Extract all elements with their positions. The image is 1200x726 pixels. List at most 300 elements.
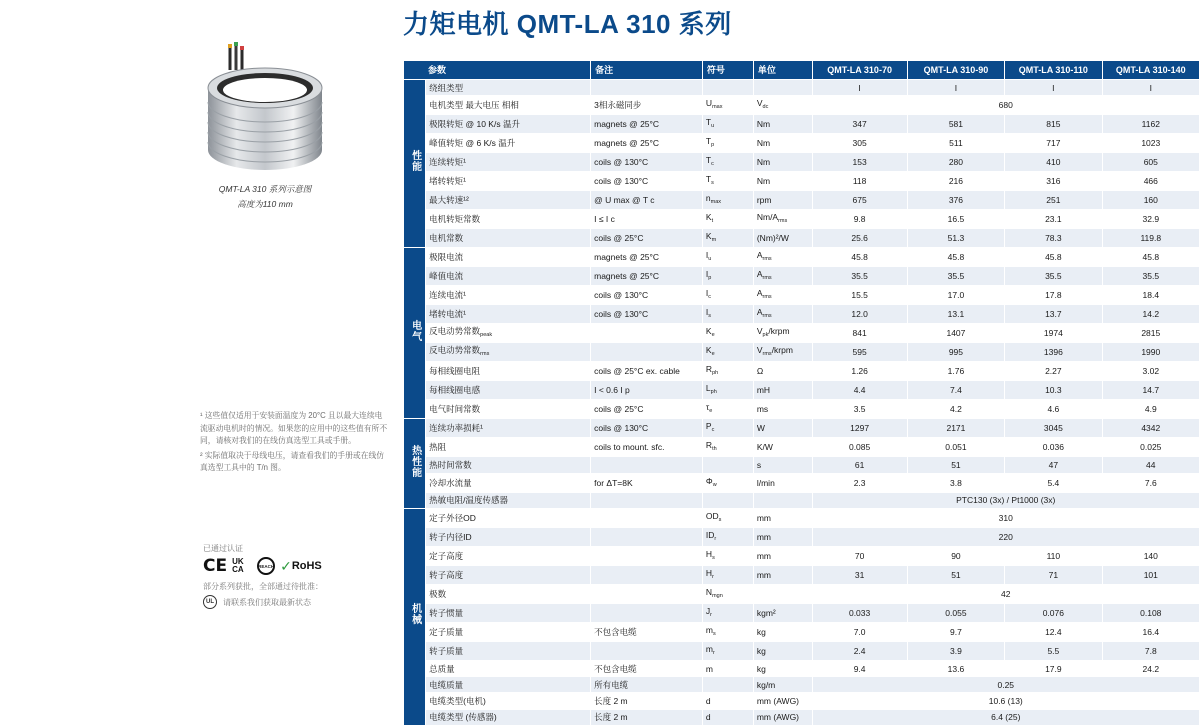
symbol-sub: e <box>709 408 713 415</box>
table-row <box>404 660 1200 676</box>
unit-sub: rms <box>778 218 788 225</box>
value-cell: 2.4 <box>812 641 907 660</box>
symbol-cell <box>702 457 753 473</box>
symbol-cell <box>702 508 753 527</box>
table-row <box>404 324 1200 343</box>
value-cell: 13.6 <box>907 660 1004 676</box>
unit-cell <box>753 641 812 660</box>
unit-text: l/min <box>756 477 775 488</box>
table-row <box>404 305 1200 324</box>
unit-cell <box>753 343 812 362</box>
table-row <box>404 400 1200 419</box>
table-row <box>404 191 1200 210</box>
value-cell: I <box>1005 80 1102 96</box>
value-cell: 13.7 <box>1005 305 1102 324</box>
value-cell: 5.4 <box>1005 473 1102 492</box>
symbol-cell <box>702 565 753 584</box>
unit-text: W <box>756 423 765 434</box>
param-text: 反电动势常数 <box>429 326 481 337</box>
value-cell: 5.5 <box>1005 641 1102 660</box>
symbol-cell <box>702 229 753 248</box>
table-row <box>404 473 1200 492</box>
symbol-sub: th <box>712 446 717 453</box>
value-cell: 18.4 <box>1102 286 1199 305</box>
group-label-text: 热性能 <box>409 444 421 478</box>
symbol-text: τ <box>705 402 710 413</box>
symbol-cell <box>702 248 753 267</box>
table-row <box>404 492 1200 508</box>
value-cell: 815 <box>1005 115 1102 134</box>
symbol-sub: s <box>711 180 714 187</box>
table-row <box>404 80 1200 96</box>
value-cell: 16.5 <box>907 210 1004 229</box>
footnotes <box>200 410 390 475</box>
ukca-logo-icon: UK CA <box>232 557 244 574</box>
param-cell <box>426 191 591 210</box>
param-text: 每相线圈电阻 <box>429 366 481 377</box>
ul-logo-icon: UL <box>203 595 217 609</box>
value-cell: 316 <box>1005 172 1102 191</box>
param-text: 电机类型 最大电压 相相 <box>429 100 519 111</box>
value-cell: 4.9 <box>1102 400 1199 419</box>
table-row <box>404 153 1200 172</box>
value-cell: 581 <box>907 115 1004 134</box>
cert-title: 已通过认证 <box>203 544 243 553</box>
unit-sub: rms <box>762 351 772 358</box>
param-cell <box>426 229 591 248</box>
note-cell <box>591 508 703 527</box>
value-cell: 4.2 <box>907 400 1004 419</box>
value-cell: 140 <box>1102 546 1199 565</box>
symbol-cell <box>702 362 753 381</box>
note-cell: coils @ 25°C <box>591 400 703 419</box>
value-cell: 1.26 <box>812 362 907 381</box>
value-cell: 0.033 <box>812 603 907 622</box>
unit-cell <box>753 248 812 267</box>
note-cell: 长度 2 m <box>591 709 703 725</box>
cert-note-line-2: 请联系我们获取最新状态 <box>223 597 311 607</box>
unit-cell <box>753 191 812 210</box>
value-cell: 12.4 <box>1005 622 1102 641</box>
value-cell: 347 <box>812 115 907 134</box>
value-cell: 841 <box>812 324 907 343</box>
unit-text: Nm <box>756 176 771 187</box>
symbol-cell <box>702 381 753 400</box>
symbol-text: T <box>705 174 712 185</box>
unit-text: A <box>756 307 763 318</box>
param-cell <box>426 134 591 153</box>
unit-cell <box>753 381 812 400</box>
note-cell <box>591 343 703 362</box>
value-cell: 31 <box>812 565 907 584</box>
value-cell: 0.055 <box>907 603 1004 622</box>
param-cell <box>426 693 591 709</box>
value-cell: 35.5 <box>907 267 1004 286</box>
value-cell: 2.27 <box>1005 362 1102 381</box>
unit-text: kg <box>756 663 766 674</box>
unit-text: mm <box>756 512 772 523</box>
group-label <box>404 248 426 419</box>
param-cell <box>426 641 591 660</box>
unit-cell <box>753 229 812 248</box>
symbol-sub: ph <box>712 370 719 377</box>
unit-cell <box>753 419 812 438</box>
value-cell: 3.5 <box>812 400 907 419</box>
rohs-check-icon: ✓ <box>280 557 292 574</box>
unit-cell <box>753 677 812 693</box>
note-cell <box>591 584 703 603</box>
param-cell <box>426 172 591 191</box>
value-cell: 78.3 <box>1005 229 1102 248</box>
symbol-sub: s <box>712 554 715 561</box>
symbol-text: T <box>705 117 712 128</box>
symbol-cell <box>702 438 753 457</box>
table-row <box>404 527 1200 546</box>
note-cell <box>591 565 703 584</box>
unit-cell <box>753 473 812 492</box>
param-sub: rms <box>480 351 490 358</box>
symbol-sub: m <box>711 237 717 244</box>
note-cell <box>591 324 703 343</box>
value-cell-merged: 680 <box>812 96 1199 115</box>
value-cell: 118 <box>812 172 907 191</box>
value-cell: 2171 <box>907 419 1004 438</box>
symbol-cell <box>702 305 753 324</box>
unit-text: Nm <box>756 157 771 168</box>
value-cell: 24.2 <box>1102 660 1199 676</box>
unit-text: Nm <box>756 138 771 149</box>
value-cell: 17.9 <box>1005 660 1102 676</box>
value-cell: 1.76 <box>907 362 1004 381</box>
group-label <box>404 80 426 248</box>
param-cell <box>426 305 591 324</box>
value-cell-merged: 10.6 (13) <box>812 693 1199 709</box>
symbol-cell <box>702 267 753 286</box>
table-row <box>404 381 1200 400</box>
param-cell <box>426 419 591 438</box>
param-cell <box>426 343 591 362</box>
symbol-text: m <box>705 624 714 635</box>
table-body <box>404 80 1200 726</box>
value-cell: 410 <box>1005 153 1102 172</box>
unit-text: A <box>756 250 763 261</box>
symbol-text: T <box>705 155 712 166</box>
table-row <box>404 546 1200 565</box>
unit-tail: /krpm <box>768 326 790 337</box>
rohs-logo-icon <box>280 558 322 575</box>
param-text: 热时间常数 <box>429 459 472 470</box>
symbol-sub: p <box>708 275 712 282</box>
unit-text: Nm <box>756 119 771 130</box>
symbol-cell <box>702 693 753 709</box>
header-model-90: QMT-LA 310-90 <box>907 61 1004 80</box>
group-label-text: 性能 <box>409 150 421 173</box>
symbol-sub: c <box>708 294 712 301</box>
param-text: 最大转速¹² <box>429 195 469 206</box>
header-unit: 单位 <box>753 61 812 80</box>
symbol-text: K <box>705 345 712 356</box>
symbol-text: N <box>705 586 713 597</box>
value-cell: 1023 <box>1102 134 1199 153</box>
unit-text: kg <box>756 626 766 637</box>
table-row <box>404 248 1200 267</box>
table-row <box>404 172 1200 191</box>
page-title: 力矩电机 QMT-LA 310 系列 <box>403 9 732 39</box>
value-cell: 16.4 <box>1102 622 1199 641</box>
table-row <box>404 286 1200 305</box>
table-row <box>404 641 1200 660</box>
value-cell: 0.036 <box>1005 438 1102 457</box>
unit-text: mm <box>756 531 772 542</box>
param-cell <box>426 622 591 641</box>
symbol-cell <box>702 527 753 546</box>
value-cell: 12.0 <box>812 305 907 324</box>
value-cell: 70 <box>812 546 907 565</box>
unit-text: rpm <box>756 195 772 206</box>
header-model-70: QMT-LA 310-70 <box>812 61 907 80</box>
param-text: 极限电流 <box>429 252 464 263</box>
value-cell: 0.108 <box>1102 603 1199 622</box>
table-row <box>404 419 1200 438</box>
value-cell: 7.4 <box>907 381 1004 400</box>
note-cell: magnets @ 25°C <box>591 267 703 286</box>
table-row <box>404 693 1200 709</box>
note-cell: I ≤ I c <box>591 210 703 229</box>
value-cell: 1297 <box>812 419 907 438</box>
symbol-text: T <box>705 136 712 147</box>
unit-cell <box>753 622 812 641</box>
image-caption <box>190 182 340 212</box>
value-cell: 9.4 <box>812 660 907 676</box>
symbol-text: K <box>705 212 712 223</box>
unit-text: Nm/A <box>756 212 779 223</box>
value-cell: 4342 <box>1102 419 1199 438</box>
header-model-110: QMT-LA 310-110 <box>1005 61 1102 80</box>
symbol-text: L <box>705 383 711 394</box>
param-text: 电缆类型(电机) <box>429 696 486 707</box>
symbol-text: I <box>705 307 709 318</box>
param-text: 峰值电流 <box>429 271 464 282</box>
note-cell: 不包含电缆 <box>591 660 703 676</box>
symbol-text: H <box>705 548 713 559</box>
unit-cell <box>753 527 812 546</box>
symbol-cell <box>702 492 753 508</box>
unit-sub: rms <box>762 294 772 301</box>
value-cell: 1407 <box>907 324 1004 343</box>
param-cell <box>426 324 591 343</box>
value-cell: 251 <box>1005 191 1102 210</box>
param-text: 转子内径ID <box>429 531 472 542</box>
table-row <box>404 677 1200 693</box>
param-text: 连续电流¹ <box>429 290 466 301</box>
symbol-sub: u <box>708 256 712 263</box>
symbol-text: H <box>705 567 713 578</box>
value-cell: 153 <box>812 153 907 172</box>
note-cell: coils @ 130°C <box>591 305 703 324</box>
value-cell: 0.051 <box>907 438 1004 457</box>
param-cell <box>426 508 591 527</box>
param-text: 热阻 <box>429 442 447 453</box>
value-cell: 47 <box>1005 457 1102 473</box>
unit-cell <box>753 362 812 381</box>
unit-text: A <box>756 269 763 280</box>
table-row <box>404 343 1200 362</box>
symbol-text: Φ <box>705 475 713 486</box>
note-cell: 不包含电缆 <box>591 622 703 641</box>
symbol-cell <box>702 343 753 362</box>
unit-cell <box>753 709 812 725</box>
param-text: 转子质量 <box>429 645 464 656</box>
table-row <box>404 508 1200 527</box>
unit-cell <box>753 80 812 96</box>
note-cell: coils @ 130°C <box>591 286 703 305</box>
caption-line-1: QMT-LA 310 系列示意图 <box>218 184 312 194</box>
table-row <box>404 584 1200 603</box>
symbol-cell <box>702 709 753 725</box>
param-text: 极数 <box>429 588 447 599</box>
value-cell: 3.8 <box>907 473 1004 492</box>
symbol-cell <box>702 622 753 641</box>
value-cell: 15.5 <box>812 286 907 305</box>
symbol-sub: w <box>712 481 717 488</box>
table-row <box>404 134 1200 153</box>
param-cell <box>426 584 591 603</box>
unit-cell <box>753 603 812 622</box>
symbol-sub: r <box>712 573 714 580</box>
value-cell: 13.1 <box>907 305 1004 324</box>
note-cell <box>591 492 703 508</box>
group-label-text: 电气 <box>409 319 421 342</box>
group-label-text: 机械 <box>409 603 421 626</box>
value-cell: 1990 <box>1102 343 1199 362</box>
value-cell: 1162 <box>1102 115 1199 134</box>
symbol-sub: s <box>713 630 716 637</box>
table-row <box>404 438 1200 457</box>
value-cell: 995 <box>907 343 1004 362</box>
param-text: 反电动势常数 <box>429 345 481 356</box>
value-cell: 3045 <box>1005 419 1102 438</box>
table-row <box>404 622 1200 641</box>
unit-cell <box>753 96 812 115</box>
value-cell: 4.4 <box>812 381 907 400</box>
value-cell: 7.8 <box>1102 641 1199 660</box>
value-cell: 14.7 <box>1102 381 1199 400</box>
note-cell: I < 0.6 I p <box>591 381 703 400</box>
value-cell: I <box>1102 80 1199 96</box>
note-cell: @ U max @ T c <box>591 191 703 210</box>
param-text: 峰值转矩 @ 6 K/s 温升 <box>429 138 516 149</box>
param-sub: peak <box>480 332 493 339</box>
value-cell: 51 <box>907 457 1004 473</box>
value-cell: 0.025 <box>1102 438 1199 457</box>
param-cell <box>426 80 591 96</box>
symbol-text: n <box>705 193 711 204</box>
header-param: 参数 <box>404 61 591 80</box>
spec-table <box>403 60 1200 726</box>
unit-cell <box>753 267 812 286</box>
unit-cell <box>753 286 812 305</box>
cert-note <box>203 581 323 593</box>
value-cell: 45.8 <box>1005 248 1102 267</box>
note-cell: magnets @ 25°C <box>591 248 703 267</box>
unit-text: Ω <box>756 366 764 377</box>
ul-row <box>203 595 311 609</box>
unit-text: V <box>756 98 763 109</box>
param-text: 堵转转矩¹ <box>429 176 466 187</box>
value-cell: 466 <box>1102 172 1199 191</box>
value-cell: 305 <box>812 134 907 153</box>
note-cell: coils @ 25°C ex. cable <box>591 362 703 381</box>
unit-sub: rms <box>762 313 772 320</box>
param-text: 总质量 <box>429 663 455 674</box>
note-cell: 长度 2 m <box>591 693 703 709</box>
symbol-cell <box>702 153 753 172</box>
symbol-text: m <box>705 663 714 674</box>
param-cell <box>426 400 591 419</box>
note-cell: coils @ 130°C <box>591 419 703 438</box>
value-cell-merged: PTC130 (3x) / Pt1000 (3x) <box>812 492 1199 508</box>
param-text: 连续转矩¹ <box>429 157 466 168</box>
value-cell-merged: 42 <box>812 584 1199 603</box>
table-row <box>404 267 1200 286</box>
unit-cell <box>753 508 812 527</box>
param-cell <box>426 660 591 676</box>
param-text: 热敏电阻/温度传感器 <box>429 495 509 506</box>
value-cell-merged: 220 <box>812 527 1199 546</box>
table-row <box>404 229 1200 248</box>
param-cell <box>426 267 591 286</box>
symbol-cell <box>702 96 753 115</box>
value-cell: 7.6 <box>1102 473 1199 492</box>
symbol-cell <box>702 677 753 693</box>
value-cell: 51.3 <box>907 229 1004 248</box>
symbol-cell <box>702 603 753 622</box>
value-cell: 0.076 <box>1005 603 1102 622</box>
unit-cell <box>753 324 812 343</box>
value-cell: I <box>907 80 1004 96</box>
value-cell: 511 <box>907 134 1004 153</box>
symbol-cell <box>702 584 753 603</box>
unit-cell <box>753 457 812 473</box>
symbol-text: P <box>705 421 712 432</box>
value-cell: 675 <box>812 191 907 210</box>
unit-text: mm <box>756 569 772 580</box>
value-cell: 1396 <box>1005 343 1102 362</box>
unit-tail: /krpm <box>771 345 793 356</box>
param-text: 定子质量 <box>429 626 464 637</box>
value-cell: 280 <box>907 153 1004 172</box>
unit-text: A <box>756 288 763 299</box>
table-row <box>404 457 1200 473</box>
symbol-text: d <box>705 696 711 707</box>
note-cell: coils @ 130°C <box>591 153 703 172</box>
param-text: 电机常数 <box>429 233 464 244</box>
reach-logo-icon <box>257 557 275 575</box>
unit-cell <box>753 134 812 153</box>
param-cell <box>426 473 591 492</box>
symbol-text: R <box>705 364 713 375</box>
unit-text: V <box>756 345 763 356</box>
value-cell: 119.8 <box>1102 229 1199 248</box>
value-cell: 25.6 <box>812 229 907 248</box>
value-cell: 2.3 <box>812 473 907 492</box>
param-text: 电缆类型 (传感器) <box>429 712 497 723</box>
value-cell: 7.0 <box>812 622 907 641</box>
unit-cell <box>753 565 812 584</box>
symbol-cell <box>702 286 753 305</box>
unit-sub: pk <box>762 332 769 339</box>
table-row <box>404 96 1200 115</box>
